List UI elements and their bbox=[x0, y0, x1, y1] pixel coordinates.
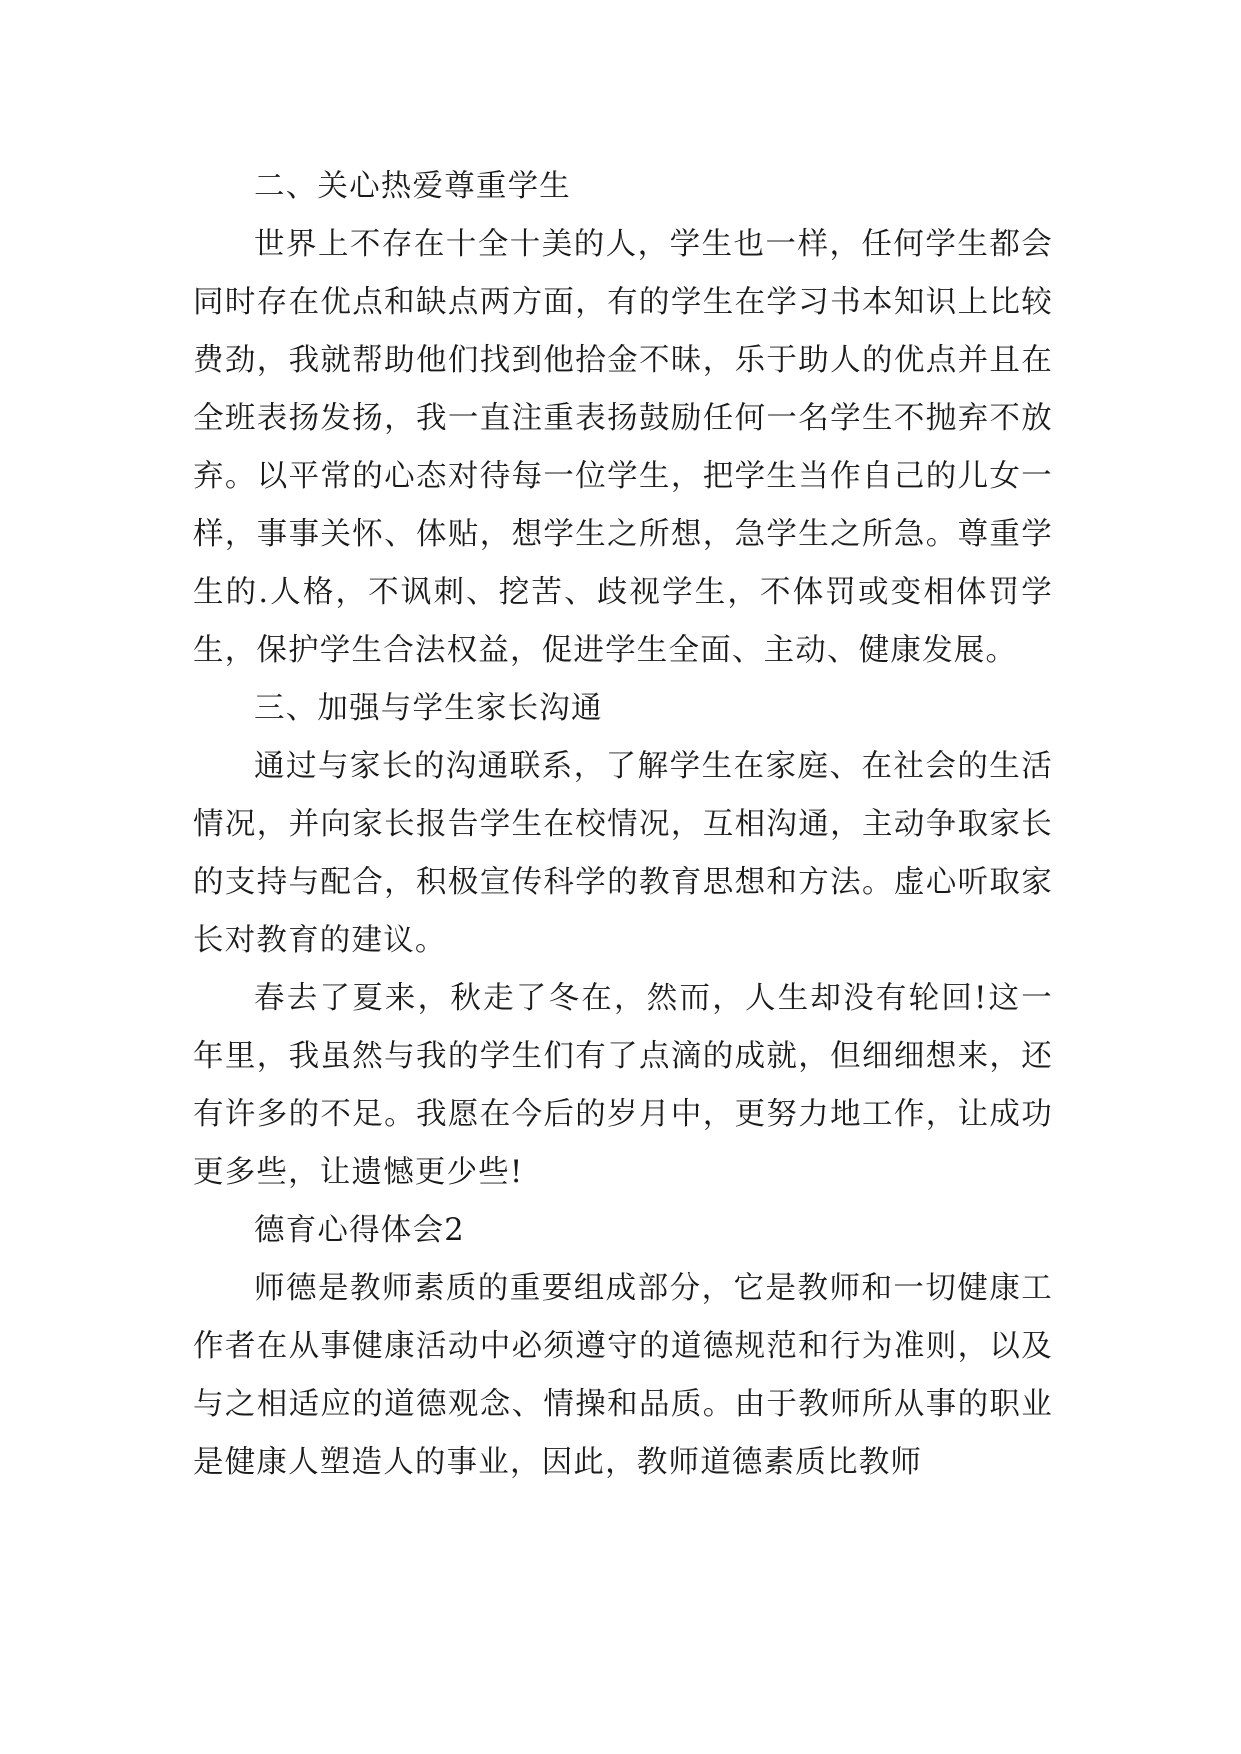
paragraph-care-respect-students: 世界上不存在十全十美的人，学生也一样，任何学生都会同时存在优点和缺点两方面，有的学生在学习书本知识上比较费劲，我就帮助他们找到他拾金不昧，乐于助人的优点并且在全班表扬发扬，我一直注重表扬鼓励任何一名学生不抛弃不放弃。以平常的心态对待每一位学生，把学生当作自己的儿女一样，事事关怀、体贴，想学生之所想，急学生之所急。尊重学生的.人格，不讽刺、挖苦、歧视学生，不体罚或变相体罚学生，保护学生合法权益，促进学生全面、主动、健康发展。 bbox=[193, 227, 1053, 668]
paragraph-year-reflection: 春去了夏来，秋走了冬在，然而，人生却没有轮回!这一年里，我虽然与我的学生们有了点滴的成就，但细细想来，还有许多的不足。我愿在今后的岁月中，更努力地工作，让成功更多些，让遗憾更少些! bbox=[193, 981, 1053, 1190]
paragraph-teacher-ethics: 师德是教师素质的重要组成部分，它是教师和一切健康工作者在从事健康活动中必须遵守的道德规范和行为准则，以及与之相适应的道德观念、情操和品质。由于教师所从事的职业是健康人塑造人的事业，因此，教师道德素质比教师 bbox=[193, 1271, 1053, 1480]
document-body bbox=[193, 158, 1053, 1492]
section-heading-parent-communication: 三、加强与学生家长沟通 bbox=[254, 691, 603, 726]
paragraph-parent-communication: 通过与家长的沟通联系，了解学生在家庭、在社会的生活情况，并向家长报告学生在校情况，互相沟通，主动争取家长的支持与配合，积极宣传科学的教育思想和方法。虚心听取家长对教育的建议。 bbox=[193, 749, 1053, 958]
article-title-moral-education-2: 德育心得体会2 bbox=[254, 1213, 465, 1248]
section-heading-care-respect-students: 二、关心热爱尊重学生 bbox=[254, 169, 571, 204]
